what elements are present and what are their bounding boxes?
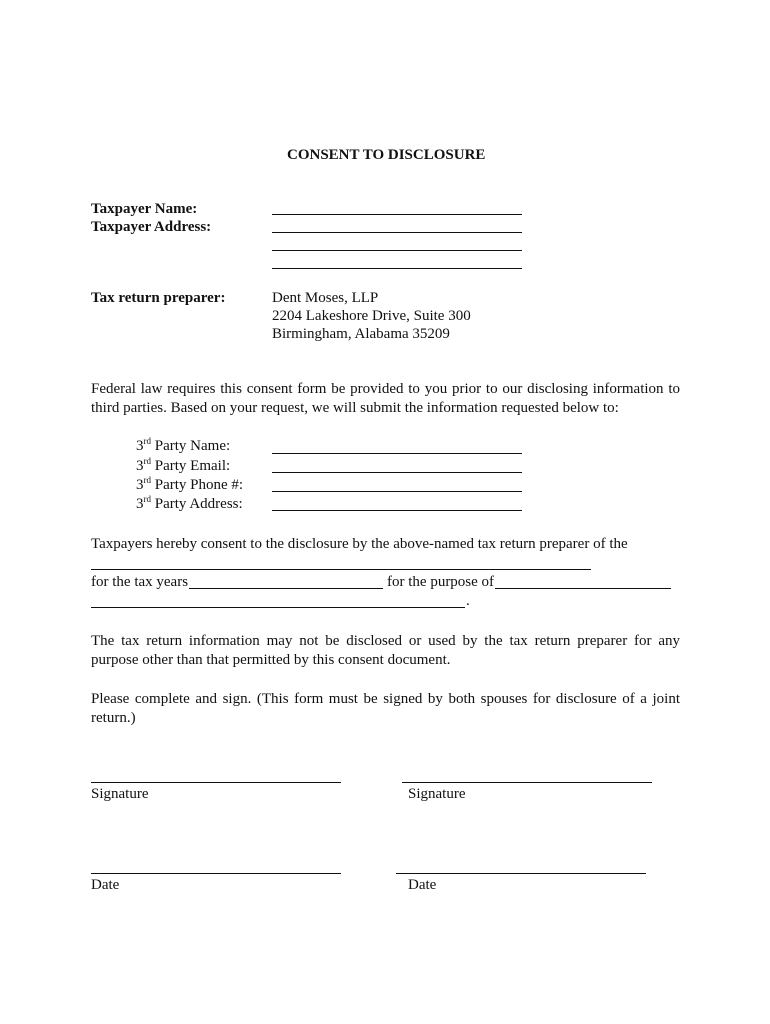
third-party-phone-text: Party Phone #: (154, 477, 244, 493)
signature-field-2[interactable] (402, 782, 652, 783)
purpose-label: for the purpose of (387, 574, 495, 590)
third-party-phone-field[interactable] (272, 491, 522, 492)
third-party-ordinal-number: 3 (136, 477, 144, 493)
signature-label-2: Signature (408, 786, 466, 802)
third-party-address-label (136, 496, 243, 513)
taxpayer-name-field[interactable] (272, 214, 522, 215)
signature-field-1[interactable] (91, 782, 341, 783)
consent-text: Taxpayers hereby consent to the disclosure by the above-named tax return preparer of the (91, 536, 628, 552)
intro-paragraph: Federal law requires this consent form be provided to you prior to our disclosing information to third parties. Based on your request, we will submit the information requested below to: (91, 381, 680, 416)
form-title: CONSENT TO DISCLOSURE (287, 147, 486, 163)
third-party-email-field[interactable] (272, 472, 522, 473)
tax-years-label: for the tax years (91, 574, 189, 590)
third-party-email-label (136, 458, 230, 475)
purpose-field-2[interactable] (91, 607, 465, 608)
tax-years-field[interactable] (189, 588, 383, 589)
date-label-2: Date (408, 877, 437, 893)
third-party-email-text: Party Email: (154, 458, 231, 474)
preparer-label: Tax return preparer: (91, 290, 226, 306)
third-party-ordinal-number: 3 (136, 496, 144, 512)
restriction-paragraph: The tax return information may not be disclosed or used by the tax return preparer for any purpose other than that permitted by this consent document. (91, 633, 680, 668)
third-party-address-field[interactable] (272, 510, 522, 511)
third-party-ordinal-suffix: rd (143, 436, 151, 446)
taxpayer-address-field-3[interactable] (272, 268, 522, 269)
third-party-ordinal-suffix: rd (143, 456, 151, 466)
third-party-name-text: Party Name: (154, 438, 231, 454)
preparer-address-line2: Birmingham, Alabama 35209 (272, 326, 450, 342)
sign-instruction: Please complete and sign. (This form must be signed by both spouses for disclosure of a joint return.) (91, 691, 680, 726)
taxpayer-address-field-2[interactable] (272, 250, 522, 251)
third-party-address-text: Party Address: (154, 496, 243, 512)
date-field-1[interactable] (91, 873, 341, 874)
taxpayer-address-field-1[interactable] (272, 232, 522, 233)
date-label-1: Date (91, 877, 120, 893)
signature-label-1: Signature (91, 786, 149, 802)
third-party-ordinal-suffix: rd (143, 475, 151, 485)
date-field-2[interactable] (396, 873, 646, 874)
preparer-name: Dent Moses, LLP (272, 290, 379, 306)
purpose-field-1[interactable] (495, 588, 671, 589)
taxpayer-name-label: Taxpayer Name: (91, 201, 198, 217)
third-party-phone-label (136, 477, 243, 494)
third-party-ordinal-number: 3 (136, 438, 144, 454)
consent-subject-field[interactable] (91, 569, 591, 570)
third-party-name-label (136, 438, 230, 455)
third-party-ordinal-number: 3 (136, 458, 144, 474)
taxpayer-address-label: Taxpayer Address: (91, 219, 212, 235)
preparer-address-line1: 2204 Lakeshore Drive, Suite 300 (272, 308, 471, 324)
purpose-end-period: . (466, 593, 470, 609)
third-party-name-field[interactable] (272, 453, 522, 454)
third-party-ordinal-suffix: rd (143, 494, 151, 504)
